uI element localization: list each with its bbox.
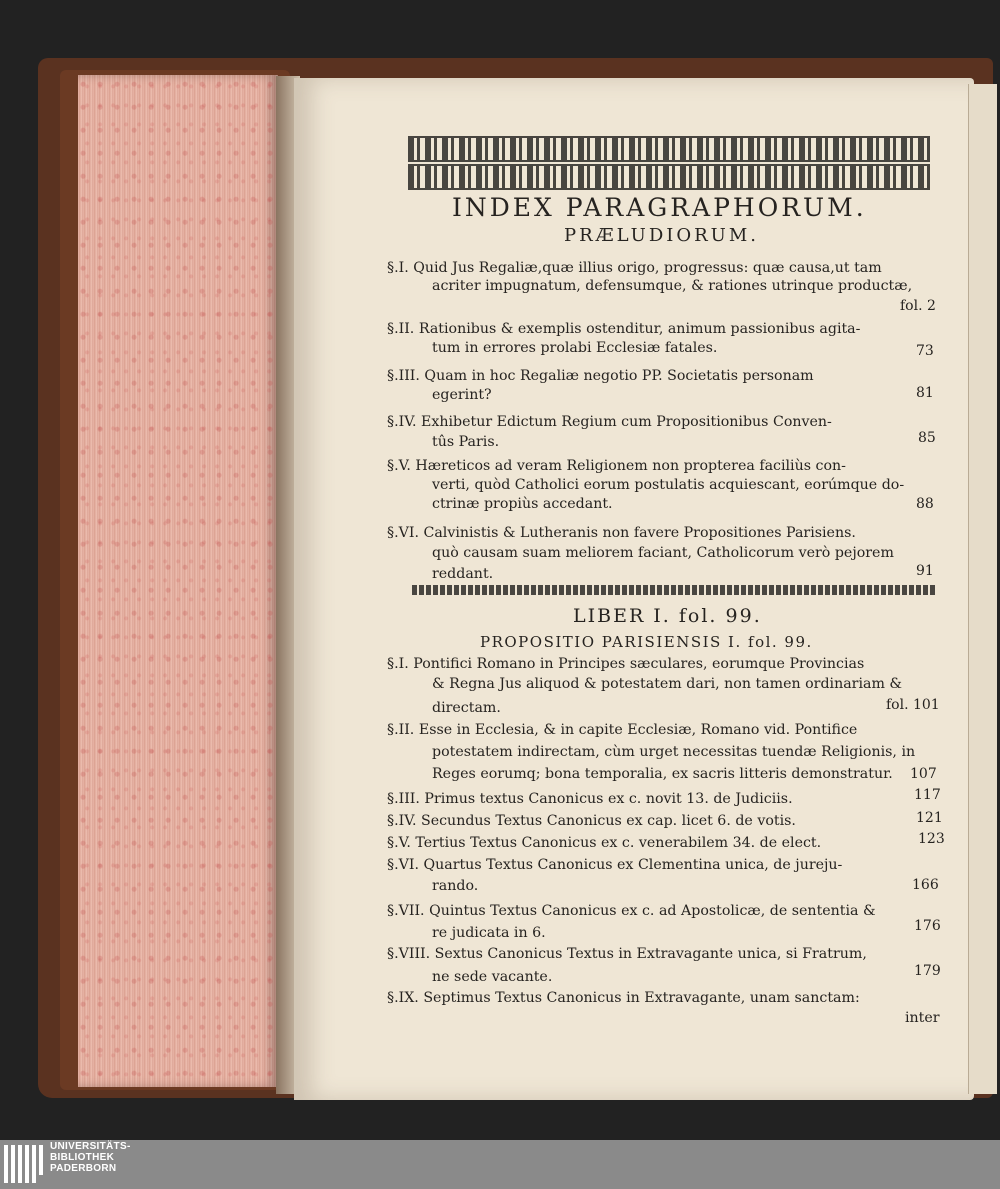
entry-line: §.IV. Secundus Textus Canonicus ex cap. licet 6. de votis. <box>387 813 796 829</box>
entry-line: tûs Paris. <box>432 434 500 450</box>
entry-line: acriter impugnatum, defensumque, & rationes utrinque productæ, <box>432 278 913 294</box>
folio-number: 179 <box>914 963 941 979</box>
entry-line: ne sede vacante. <box>432 969 553 985</box>
folio-number: 91 <box>916 563 934 579</box>
book-heading: LIBER I. fol. 99. <box>573 605 762 627</box>
entry-line: §.I. Quid Jus Regaliæ,quæ illius origo, progressus: quæ causa,ut tam <box>387 260 882 276</box>
entry-line: rando. <box>432 878 479 894</box>
entry-line: verti, quòd Catholici eorum postulatis acquiescant, eorúmque do- <box>432 477 905 493</box>
entry-line: ctrinæ propiùs accedant. <box>432 496 613 512</box>
folio-number: 123 <box>918 831 945 847</box>
back-page-edge <box>968 84 997 1094</box>
entry-line: Reges eorumq; bona temporalia, ex sacris litteris demonstratur. <box>432 766 893 782</box>
folio-number: fol. 101 <box>886 697 940 713</box>
proposition-heading: PROPOSITIO PARISIENSIS I. fol. 99. <box>480 633 813 651</box>
entry-line: §.VII. Quintus Textus Canonicus ex c. ad Apostolicæ, de sententia & <box>387 903 876 919</box>
folio-number: 117 <box>914 787 941 803</box>
library-name-line3: PADERBORN <box>50 1163 117 1174</box>
entry-line: §.IV. Exhibetur Edictum Regium cum Propositionibus Conven- <box>387 414 832 430</box>
folio-number: 107 <box>910 766 937 782</box>
folio-number: 121 <box>916 810 943 826</box>
entry-line: §.V. Hæreticos ad veram Religionem non propterea faciliùs con- <box>387 458 846 474</box>
ornamental-divider <box>412 585 936 595</box>
entry-line: re judicata in 6. <box>432 925 546 941</box>
entry-line: quò causam suam meliorem faciant, Catholicorum verò pejorem <box>432 545 894 561</box>
folio-number: 88 <box>916 496 934 512</box>
entry-line: §.IX. Septimus Textus Canonicus in Extravagante, unam sanctam: <box>387 990 860 1006</box>
library-logo-icon <box>4 1143 44 1185</box>
folio-number: 85 <box>918 430 936 446</box>
entry-line: & Regna Jus aliquod & potestatem dari, non tamen ordinariam & <box>432 676 903 692</box>
entry-line: §.II. Rationibus & exemplis ostenditur, animum passionibus agita- <box>387 321 861 337</box>
catchword: inter <box>905 1010 940 1026</box>
entry-line: §.I. Pontifici Romano in Principes sæculares, eorumque Provincias <box>387 656 865 672</box>
folio-number: 81 <box>916 385 934 401</box>
entry-line: §.VI. Calvinistis & Lutheranis non favere Propositiones Parisiens. <box>387 525 856 541</box>
entry-line: §.II. Esse in Ecclesia, & in capite Ecclesiæ, Romano vid. Pontifice <box>387 722 858 738</box>
entry-line: reddant. <box>432 566 494 582</box>
entry-line: §.VI. Quartus Textus Canonicus ex Clementina unica, de jureju- <box>387 857 843 873</box>
folio-number: 73 <box>916 343 934 359</box>
entry-line: §.VIII. Sextus Canonicus Textus in Extravagante unica, si Fratrum, <box>387 946 867 962</box>
folio-number: 176 <box>914 918 941 934</box>
entry-line: §.III. Primus textus Canonicus ex c. novit 13. de Judiciis. <box>387 791 793 807</box>
page-block-edge <box>78 75 278 1087</box>
page-title: INDEX PARAGRAPHORUM. <box>452 193 867 222</box>
library-name-line1: UNIVERSITÄTS- <box>50 1141 131 1152</box>
entry-line: §.V. Tertius Textus Canonicus ex c. venerabilem 34. de elect. <box>387 835 822 851</box>
entry-line: tum in errores prolabi Ecclesiæ fatales. <box>432 340 718 356</box>
folio-number: 166 <box>912 877 939 893</box>
entry-line: directam. <box>432 700 501 716</box>
section-heading: PRÆLUDIORUM. <box>564 225 759 246</box>
entry-line: §.III. Quam in hoc Regaliæ negotio PP. Societatis personam <box>387 368 814 384</box>
headpiece-ornament <box>408 136 930 184</box>
footer-bar <box>0 1140 1000 1189</box>
folio-number: fol. 2 <box>900 298 936 314</box>
library-name-line2: BIBLIOTHEK <box>50 1152 115 1163</box>
entry-line: egerint? <box>432 387 492 403</box>
entry-line: potestatem indirectam, cùm urget necessitas tuendæ Religionis, in <box>432 744 916 760</box>
